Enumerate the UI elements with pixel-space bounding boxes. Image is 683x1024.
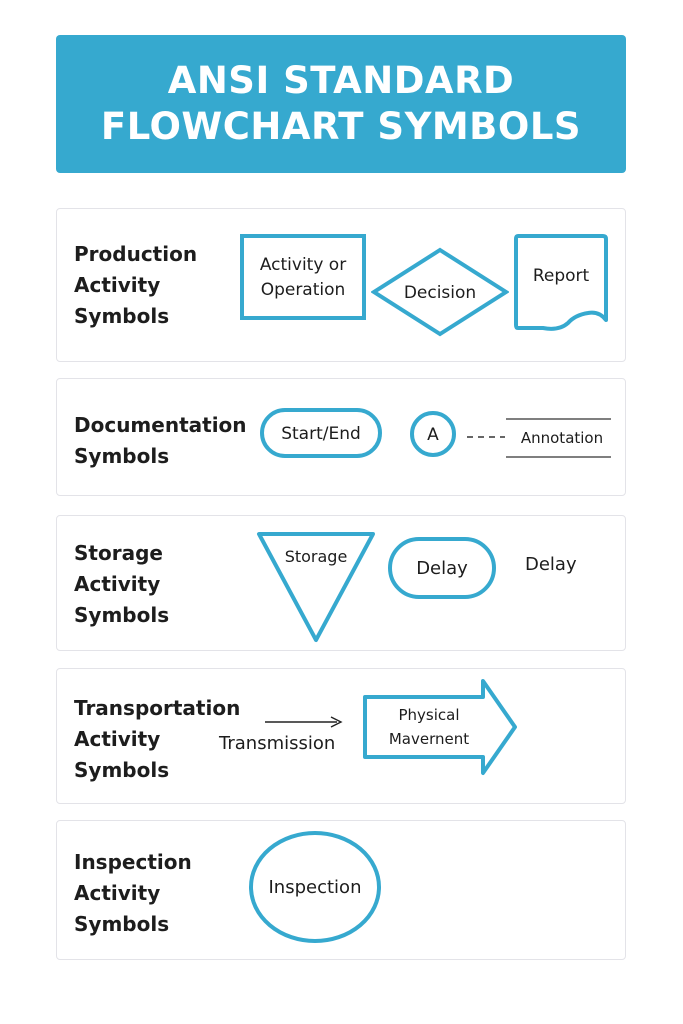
- start-end-terminator-symbol: [259, 407, 383, 459]
- header-title-line1: ANSI STANDARD: [167, 59, 515, 102]
- svg-text:Storage: Storage: [284, 547, 348, 566]
- section-title: Documentation Symbols: [74, 413, 247, 468]
- section-title: Storage Activity Symbols: [74, 541, 170, 627]
- report-document-symbol: [513, 233, 609, 331]
- svg-text:Inspection: Inspection: [268, 877, 362, 898]
- production-section-card: [56, 208, 626, 362]
- inspection-section-card: [56, 820, 626, 960]
- connector-circle-symbol: [409, 409, 457, 459]
- svg-text:Decision: Decision: [403, 283, 477, 303]
- svg-text:Report: Report: [532, 266, 590, 286]
- svg-text:Operation: Operation: [260, 280, 346, 300]
- svg-text:Physical: Physical: [398, 706, 460, 724]
- header-banner: [56, 35, 626, 173]
- activity-operation-rectangle-symbol: [239, 233, 367, 321]
- transmission-label: Transmission: [219, 733, 336, 754]
- annotation-symbol: [465, 415, 615, 461]
- section-title: Production Activity Symbols: [74, 242, 198, 328]
- storage-section-card: [56, 515, 626, 651]
- physical-movement-block-arrow-symbol: [361, 677, 519, 777]
- storage-triangle-symbol: [255, 530, 377, 644]
- section-title: Inspection Activity Symbols: [74, 850, 192, 936]
- documentation-section-card: [56, 378, 626, 496]
- delay-text-label: Delay: [525, 554, 577, 575]
- decision-diamond-symbol: [371, 247, 509, 337]
- transmission-arrow-icon: [263, 715, 345, 729]
- delay-oval-symbol: [387, 536, 497, 600]
- svg-text:Annotation: Annotation: [520, 429, 604, 447]
- svg-text:Start/End: Start/End: [281, 424, 361, 444]
- svg-text:A: A: [427, 425, 439, 445]
- svg-text:Activity or: Activity or: [259, 255, 347, 275]
- transportation-section-card: [56, 668, 626, 804]
- inspection-circle-symbol: [247, 829, 383, 945]
- section-title: Transportation Activity Symbols: [74, 696, 241, 782]
- header-title-line2: FLOWCHART SYMBOLS: [100, 105, 582, 148]
- svg-text:Mavernent: Mavernent: [388, 730, 470, 748]
- svg-text:Delay: Delay: [416, 558, 468, 579]
